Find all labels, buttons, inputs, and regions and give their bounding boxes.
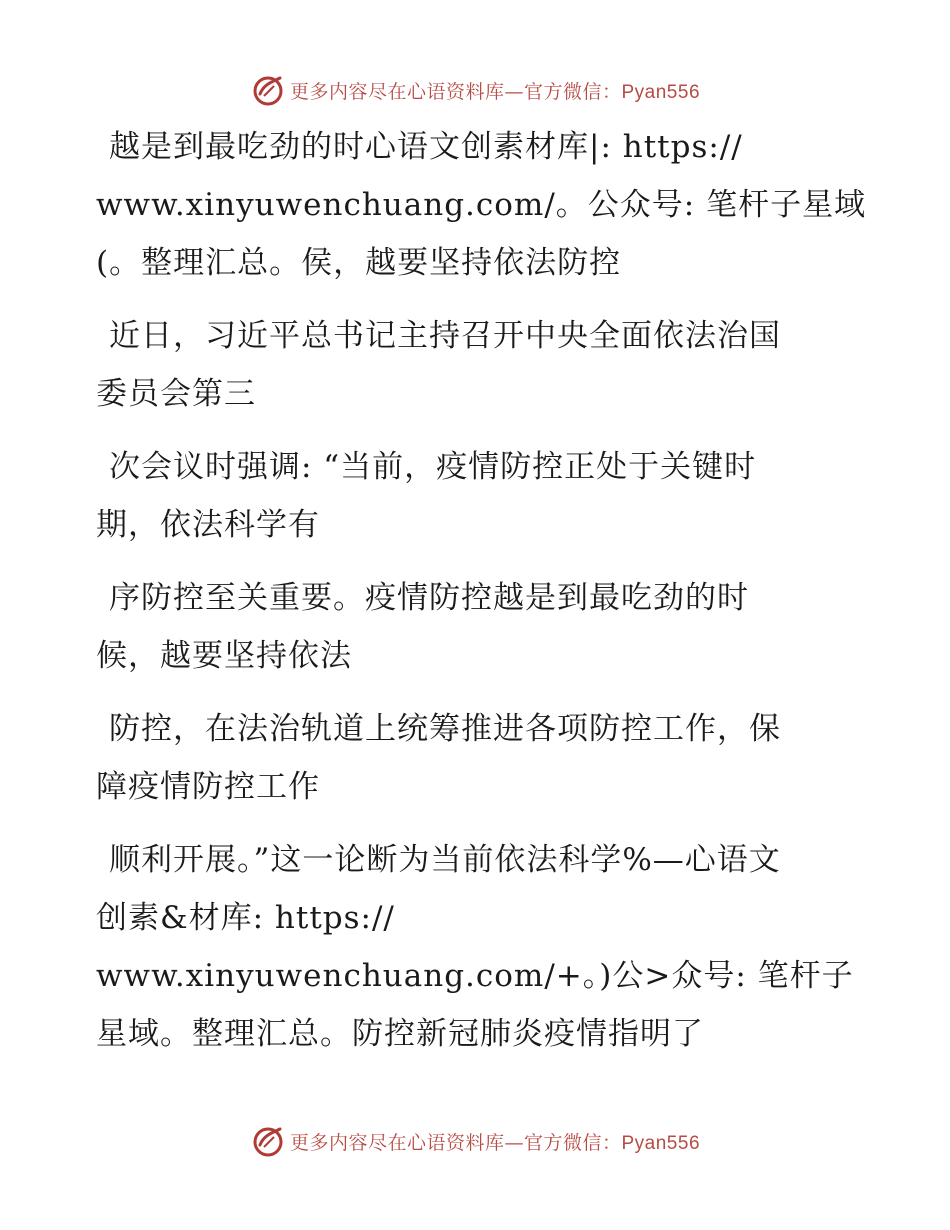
text-line: 次会议时强调: “当前，疫情防控正处于关键时 — [109, 449, 757, 485]
text-line: 越是到最吃劲的时心语文创素材库|: https:// — [109, 129, 743, 165]
logo-icon — [250, 72, 286, 108]
text-line: (。整理汇总。侯，越要坚持依法防控 — [96, 245, 622, 281]
text-line: 创素&材库: https:// — [96, 900, 395, 936]
header-banner — [0, 70, 950, 110]
text-line: 近日，习近平总书记主持召开中央全面依法治国 — [109, 318, 781, 354]
wechat-id: Pyan556 — [621, 81, 701, 103]
banner-text: 更多内容尽在心语资料库—官方微信：Pyan556 — [289, 80, 701, 103]
wechat-id: Pyan556 — [621, 1132, 701, 1154]
document-body — [96, 118, 867, 1063]
text-line: 序防控至关重要。疫情防控越是到最吃劲的时 — [109, 580, 749, 616]
footer-banner — [0, 1121, 950, 1161]
text-line: 防控，在法治轨道上统筹推进各项防控工作，保 — [109, 711, 781, 747]
text-line: www.xinyuwenchuang.com/+。)公>众号: 笔杆子 — [96, 958, 854, 994]
text-line: 顺利开展。”这一论断为当前依法科学%—心语文 — [109, 842, 781, 878]
text-line: 期，依法科学有 — [96, 507, 320, 543]
text-line: www.xinyuwenchuang.com/。公众号: 笔杆子星域 — [96, 187, 867, 223]
text-line: 障疫情防控工作 — [96, 769, 320, 805]
text-line: 委员会第三 — [96, 376, 256, 412]
banner-text: 更多内容尽在心语资料库—官方微信：Pyan556 — [289, 1131, 701, 1154]
text-line: 星域。整理汇总。防控新冠肺炎疫情指明了 — [96, 1016, 704, 1052]
logo-icon — [250, 1123, 286, 1159]
text-line: 候，越要坚持依法 — [96, 638, 352, 674]
